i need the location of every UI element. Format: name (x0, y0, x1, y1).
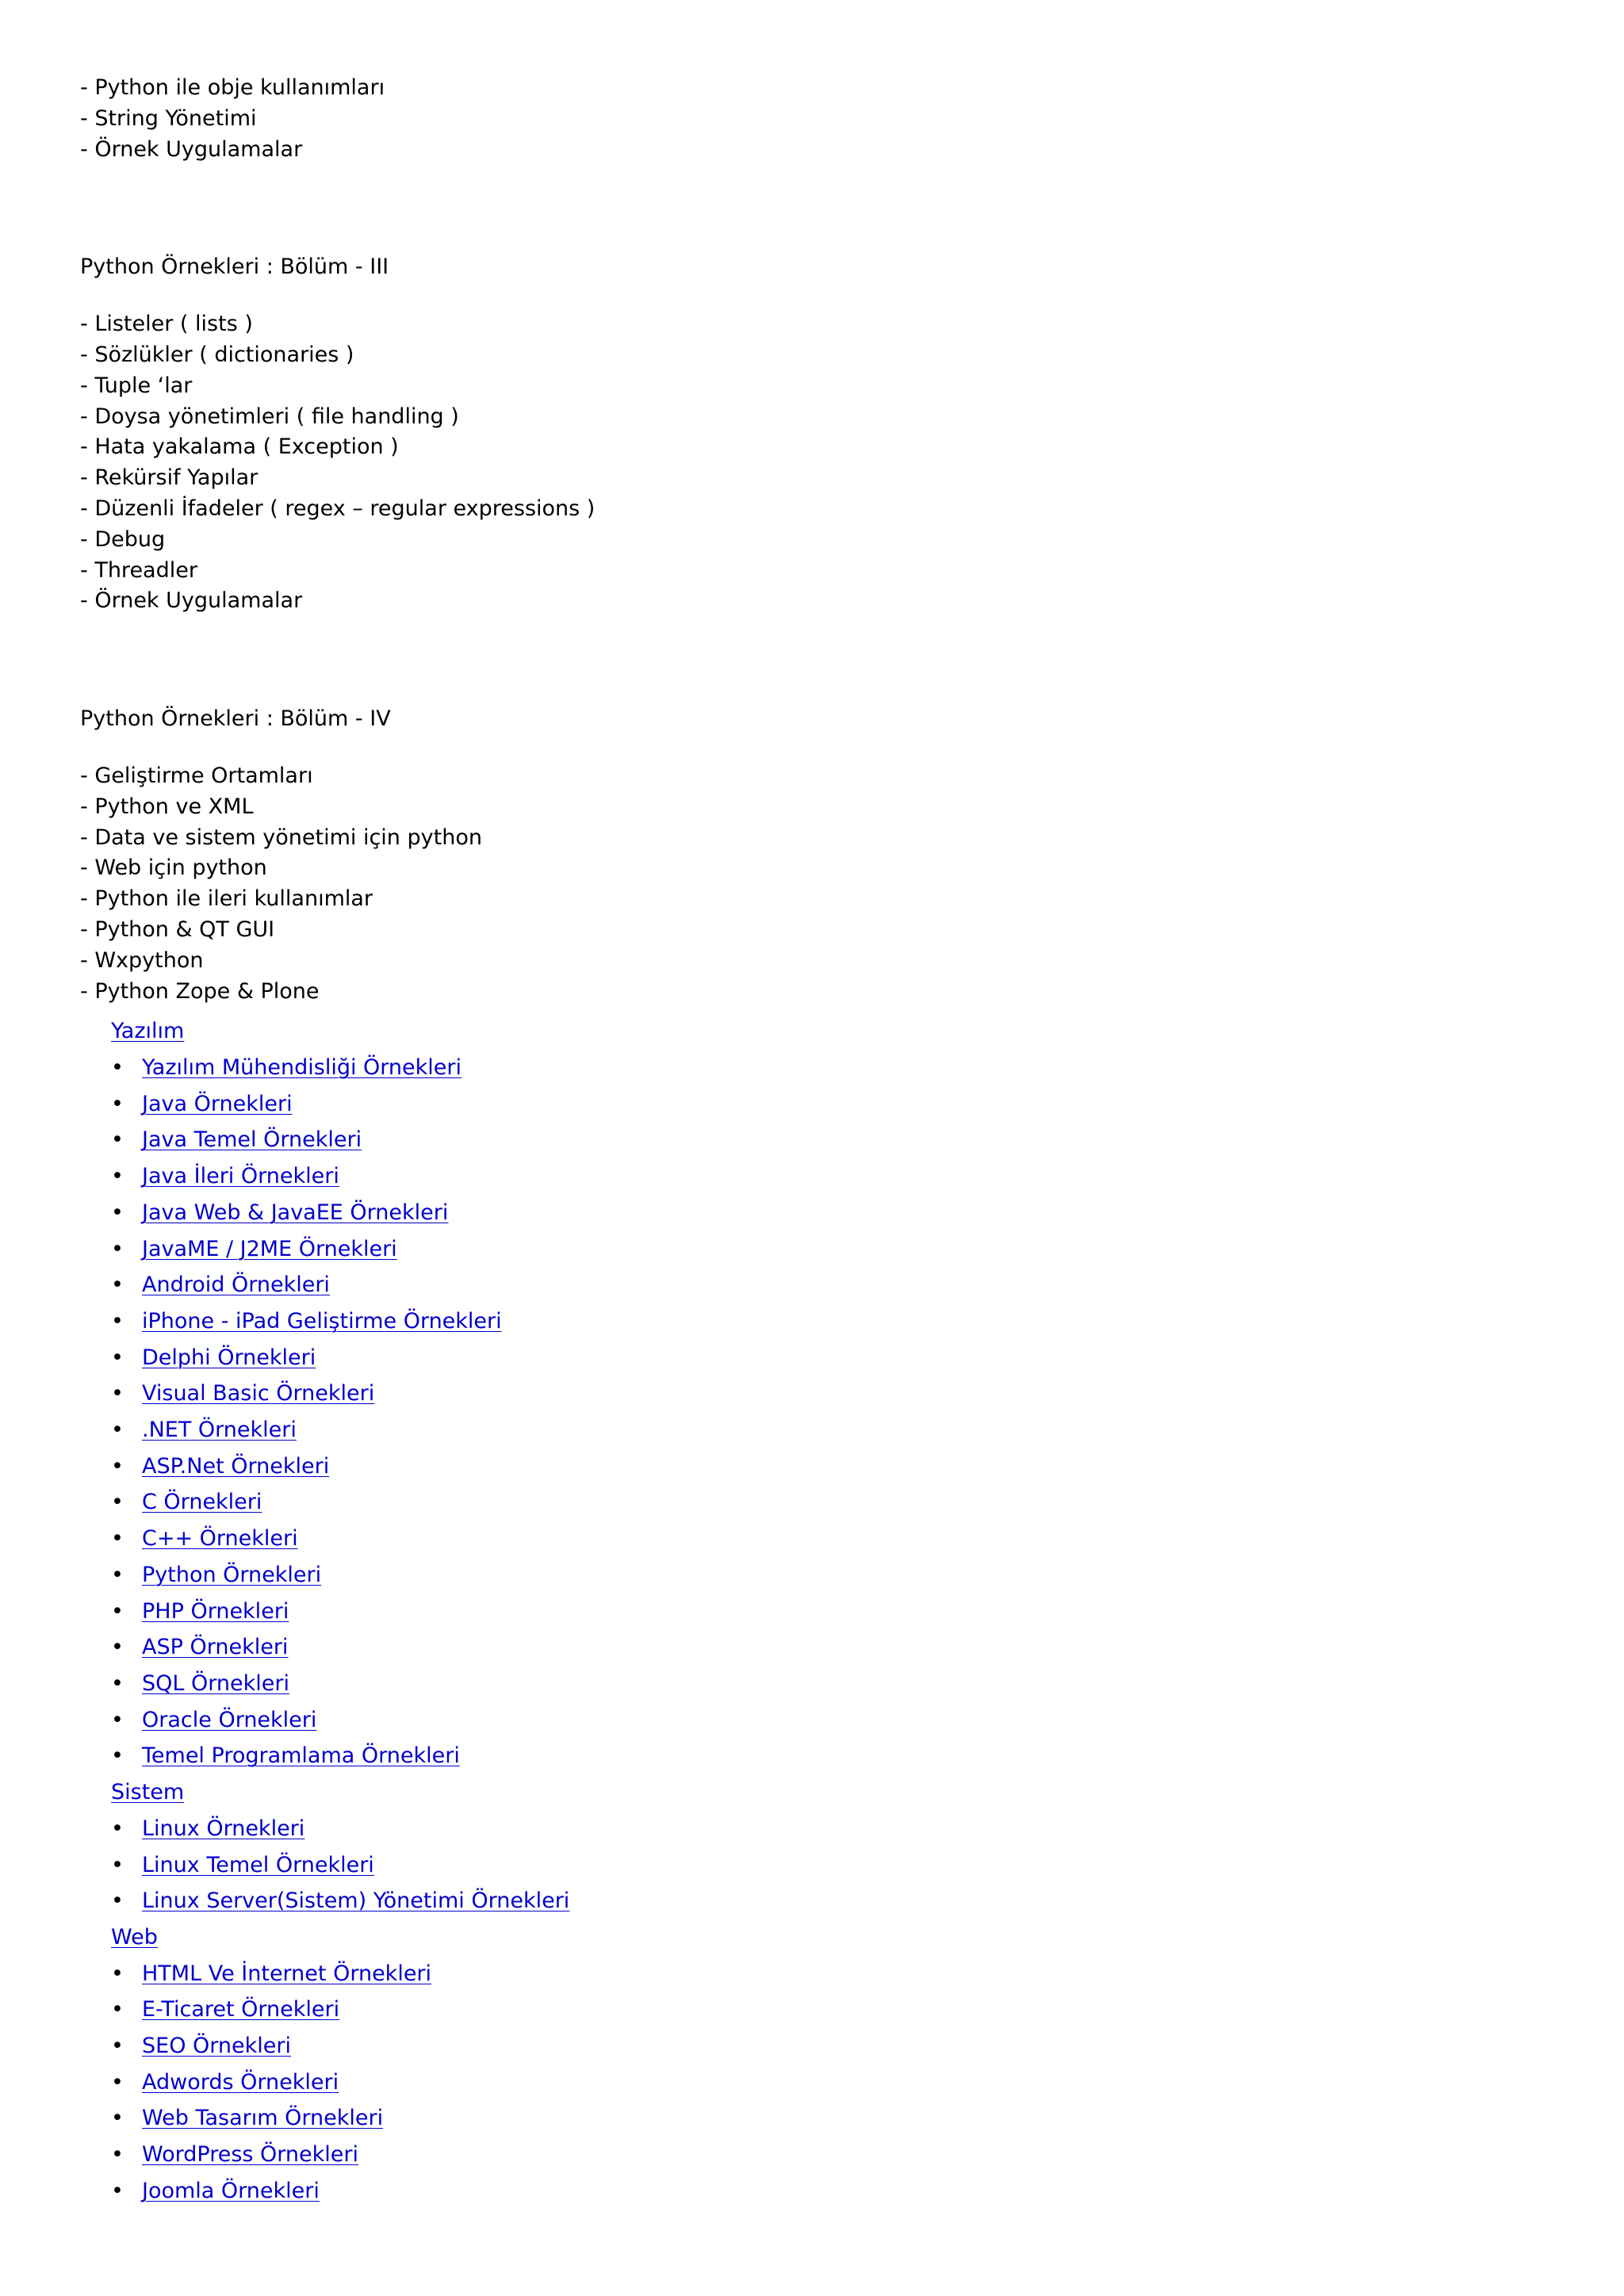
bullet-icon: • (111, 2106, 124, 2131)
list-item: - Python Zope & Plone (80, 978, 320, 1004)
nav-list-item (111, 1158, 1507, 1195)
nav-list-item (111, 1303, 1507, 1340)
section-3-title: Python Örnekleri : Bölüm - III (80, 254, 389, 280)
bullet-icon: • (111, 1816, 124, 1841)
bullet-icon: • (111, 1961, 124, 1986)
nav-link[interactable]: HTML Ve İnternet Örnekleri (142, 1961, 432, 1986)
list-item: - Web için python (80, 855, 267, 881)
category-link[interactable]: Web (111, 1924, 158, 1950)
nav-link[interactable]: Java Web & JavaEE Örnekleri (142, 1200, 449, 1225)
list-item: - Debug (80, 526, 166, 552)
nav-link[interactable]: Java İleri Örnekleri (142, 1164, 339, 1189)
nav-list-item (111, 2137, 1507, 2173)
nav-list-item (111, 1702, 1507, 1739)
nav-list-item (111, 1666, 1507, 1702)
nav-list-item (111, 1376, 1507, 1412)
nav-list-item (111, 1992, 1507, 2028)
section-4-title: Python Örnekleri : Bölüm - IV (80, 706, 391, 732)
bullet-icon: • (111, 1888, 124, 1914)
nav-link[interactable]: Linux Server(Sistem) Yönetimi Örnekleri (142, 1888, 570, 1914)
nav-link[interactable]: iPhone - iPad Geliştirme Örnekleri (142, 1308, 502, 1334)
bullet-icon: • (111, 1091, 124, 1116)
category-heading-yazılım (111, 1013, 1507, 1050)
category-link[interactable]: Sistem (111, 1780, 185, 1805)
bullet-icon: • (111, 1635, 124, 1660)
bullet-icon: • (111, 1164, 124, 1189)
nav-list-item (111, 2100, 1507, 2137)
bullet-icon: • (111, 1526, 124, 1552)
nav-list-item (111, 2064, 1507, 2101)
category-link[interactable]: Yazılım (111, 1019, 185, 1044)
bullet-icon: • (111, 1562, 124, 1587)
bullet-icon: • (111, 1127, 124, 1153)
list-item: - Listeler ( lists ) (80, 312, 253, 337)
bullet-icon: • (111, 2178, 124, 2203)
nav-link[interactable]: E-Ticaret Örnekleri (142, 1997, 340, 2022)
bullet-icon: • (111, 2034, 124, 2059)
nav-list-item (111, 1231, 1507, 1268)
nav-link[interactable]: Visual Basic Örnekleri (142, 1381, 375, 1406)
nav-link[interactable]: WordPress Örnekleri (142, 2142, 358, 2168)
bullet-icon: • (111, 1743, 124, 1769)
nav-list-item (111, 1086, 1507, 1123)
section-4-list (80, 761, 1507, 1007)
bullet-icon: • (111, 1418, 124, 1443)
nav-link[interactable]: PHP Örnekleri (142, 1598, 289, 1624)
nav-link[interactable]: C Örnekleri (142, 1490, 262, 1515)
list-item: - Doysa yönetimleri ( file handling ) (80, 404, 459, 429)
list-item: - String Yönetimi (80, 105, 257, 131)
document-body (80, 73, 1507, 2210)
nav-list-item (111, 1811, 1507, 1847)
nav-link[interactable]: Android Örnekleri (142, 1272, 330, 1298)
nav-link[interactable]: .NET Örnekleri (142, 1418, 297, 1443)
list-item: - Threadler (80, 557, 197, 583)
list-item: - Sözlükler ( dictionaries ) (80, 342, 354, 367)
bullet-icon: • (111, 2069, 124, 2095)
nav-list-item (111, 1484, 1507, 1521)
list-item: - Python & QT GUI (80, 916, 275, 942)
nav-link[interactable]: Java Örnekleri (142, 1091, 293, 1116)
bullet-icon: • (111, 1707, 124, 1732)
category-nav (80, 1013, 1507, 2209)
list-item: - Örnek Uygulamalar (80, 136, 303, 162)
nav-link[interactable]: Python Örnekleri (142, 1562, 322, 1587)
list-item: - Rekürsif Yapılar (80, 465, 259, 491)
nav-link[interactable]: Adwords Örnekleri (142, 2069, 339, 2095)
nav-list-item (111, 1883, 1507, 1919)
list-item: - Wxpython (80, 947, 204, 973)
nav-link[interactable]: ASP.Net Örnekleri (142, 1453, 330, 1479)
nav-list-item (111, 1956, 1507, 1992)
bullet-icon: • (111, 1345, 124, 1370)
bullet-icon: • (111, 1852, 124, 1877)
bullet-icon: • (111, 1598, 124, 1624)
nav-list-item (111, 1521, 1507, 1557)
nav-link[interactable]: ASP Örnekleri (142, 1635, 289, 1660)
intro-list (80, 73, 1507, 165)
list-item: - Tuple ‘lar (80, 373, 193, 398)
bullet-icon: • (111, 1200, 124, 1225)
nav-list-item (111, 2173, 1507, 2210)
category-heading-sistem (111, 1774, 1507, 1811)
list-item: - Hata yakalama ( Exception ) (80, 434, 399, 460)
list-item: - Python ve XML (80, 794, 254, 819)
nav-list-item (111, 1412, 1507, 1448)
nav-link[interactable]: Yazılım Mühendisliği Örnekleri (142, 1055, 462, 1081)
nav-link[interactable]: Delphi Örnekleri (142, 1345, 316, 1370)
bullet-icon: • (111, 1490, 124, 1515)
nav-list-item (111, 1122, 1507, 1158)
bullet-icon: • (111, 1453, 124, 1479)
nav-list-item (111, 1594, 1507, 1630)
nav-link[interactable]: JavaME / J2ME Örnekleri (142, 1236, 397, 1261)
bullet-icon: • (111, 1670, 124, 1696)
nav-list-item (111, 2028, 1507, 2064)
bullet-icon: • (111, 1381, 124, 1406)
nav-link[interactable]: C++ Örnekleri (142, 1526, 298, 1552)
list-item: - Düzenli İfadeler ( regex – regular expressions ) (80, 496, 596, 521)
nav-list-item (111, 1557, 1507, 1594)
nav-link[interactable]: Linux Temel Örnekleri (142, 1852, 374, 1877)
nav-list-item (111, 1847, 1507, 1884)
bullet-icon: • (111, 1997, 124, 2022)
list-item: - Data ve sistem yönetimi için python (80, 825, 482, 850)
list-item: - Python ile obje kullanımları (80, 75, 385, 100)
nav-list-item (111, 1267, 1507, 1303)
nav-link[interactable]: SEO Örnekleri (142, 2034, 291, 2059)
nav-list-item (111, 1738, 1507, 1774)
nav-link[interactable]: Oracle Örnekleri (142, 1707, 317, 1732)
nav-link[interactable]: Java Temel Örnekleri (142, 1127, 362, 1153)
list-item: - Örnek Uygulamalar (80, 588, 303, 614)
nav-link[interactable]: Linux Örnekleri (142, 1816, 305, 1841)
bullet-icon: • (111, 1272, 124, 1298)
nav-link[interactable]: Joomla Örnekleri (142, 2178, 320, 2203)
bullet-icon: • (111, 1308, 124, 1334)
nav-link[interactable]: SQL Örnekleri (142, 1670, 289, 1696)
bullet-icon: • (111, 1236, 124, 1261)
nav-list-item (111, 1340, 1507, 1376)
nav-list-item (111, 1195, 1507, 1231)
nav-link[interactable]: Web Tasarım Örnekleri (142, 2106, 384, 2131)
list-item: - Python ile ileri kullanımlar (80, 886, 373, 912)
category-heading-web (111, 1919, 1507, 1956)
bullet-icon: • (111, 1055, 124, 1081)
list-item: - Geliştirme Ortamları (80, 763, 313, 788)
nav-list-item (111, 1050, 1507, 1086)
nav-list-item (111, 1629, 1507, 1666)
nav-list-item (111, 1448, 1507, 1485)
nav-link[interactable]: Temel Programlama Örnekleri (142, 1743, 460, 1769)
bullet-icon: • (111, 2142, 124, 2168)
section-3-list (80, 309, 1507, 617)
